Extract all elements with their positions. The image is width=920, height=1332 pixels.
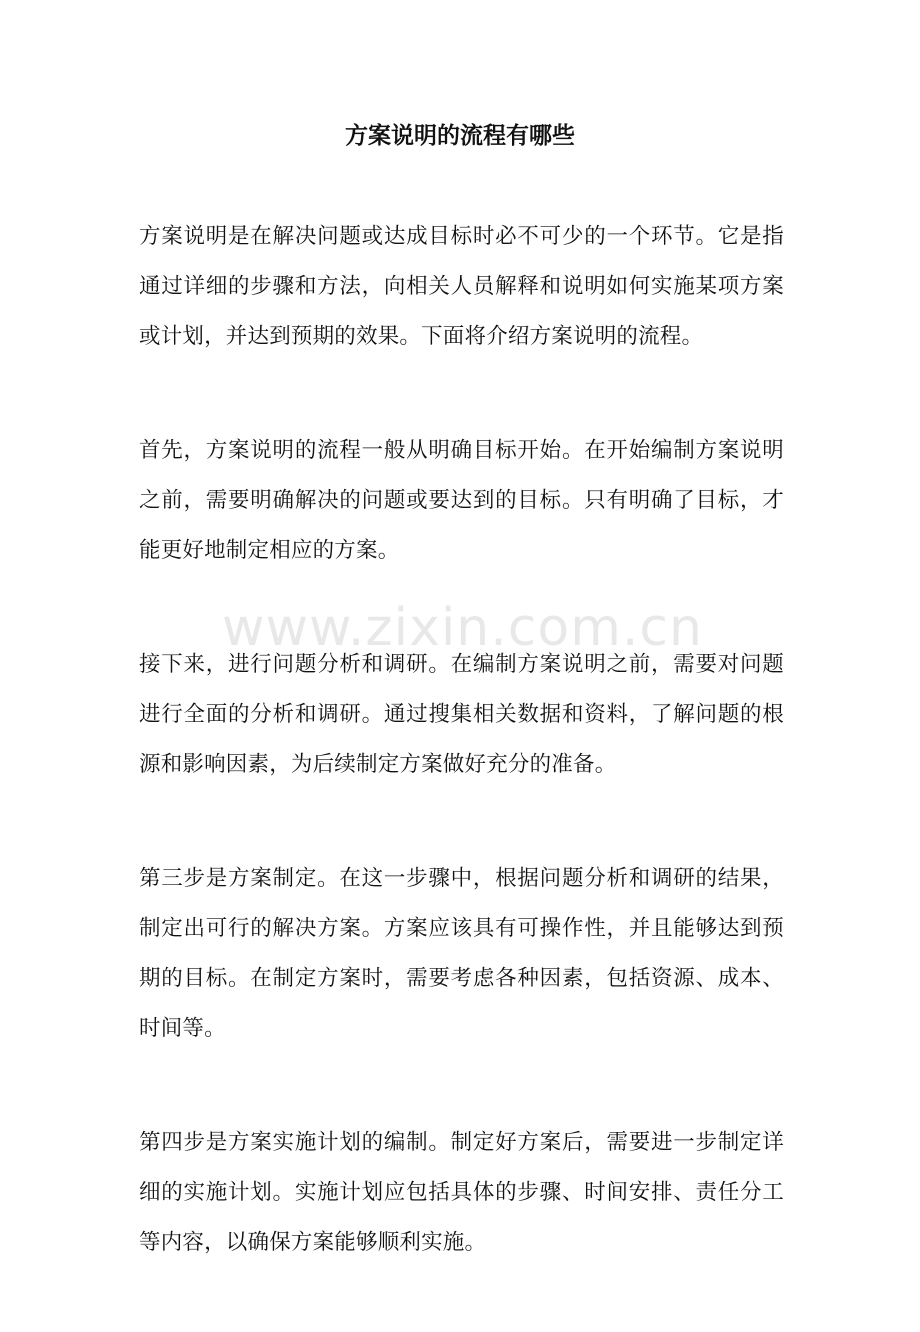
paragraph-step-2: 接下来，进行问题分析和调研。在编制方案说明之前，需要对问题进行全面的分析和调研。通过搜集相关数据和资料，了解问题的根源和影响因素，为后续制定方案做好充分的准备。 (139, 652, 784, 777)
paragraph-intro: 方案说明是在解决问题或达成目标时必不可少的一个环节。它是指通过详细的步骤和方法，向相关人员解释和说明如何实施某项方案或计划，并达到预期的效果。下面将介绍方案说明的流程。 (139, 224, 784, 349)
document-body (139, 212, 784, 1332)
page-title: 方案说明的流程有哪些 (345, 122, 575, 149)
paragraph-step-1: 首先，方案说明的流程一般从明确目标开始。在开始编制方案说明之前，需要明确解决的问题或要达到的目标。只有明确了目标，才能更好地制定相应的方案。 (139, 438, 784, 563)
paragraph-step-3: 第三步是方案制定。在这一步骤中，根据问题分析和调研的结果，制定出可行的解决方案。方案应该具有可操作性，并且能够达到预期的目标。在制定方案时，需要考虑各种因素，包括资源、成本、时间等。 (139, 866, 784, 1041)
paragraph-step-4: 第四步是方案实施计划的编制。制定好方案后，需要进一步制定详细的实施计划。实施计划应包括具体的步骤、时间安排、责任分工等内容，以确保方案能够顺利实施。 (139, 1130, 784, 1255)
watermark: www.zixin.com.cn (222, 598, 703, 658)
